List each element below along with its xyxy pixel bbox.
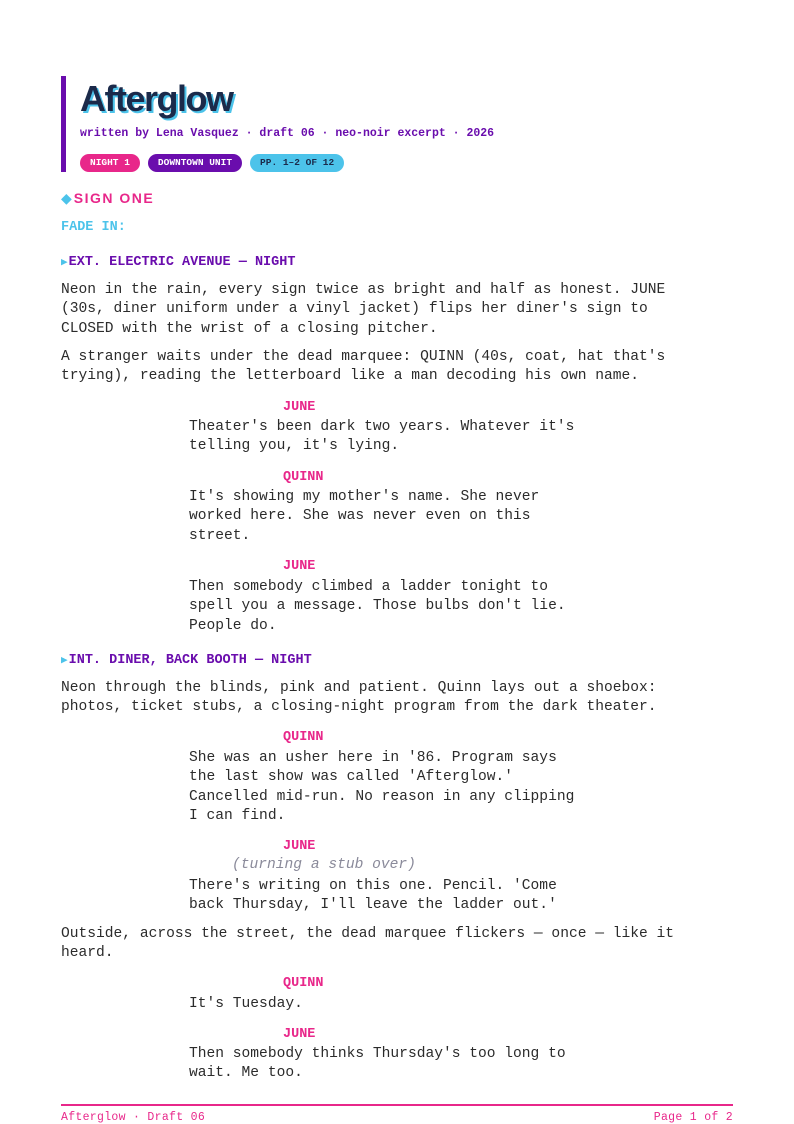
parenthetical: (turning a stub over) bbox=[232, 857, 416, 873]
section-heading bbox=[61, 190, 154, 207]
dialogue-line: It's showing my mother's name. She never worked here. She was never even on this street. bbox=[189, 489, 540, 544]
page-title: Afterglow bbox=[80, 78, 233, 119]
tag-row bbox=[80, 154, 344, 172]
action-line: Neon through the blinds, pink and patient. Quinn lays out a shoebox: photos, ticket stubs, a closing-night program from the dark theater. bbox=[61, 680, 657, 716]
scene-heading-text: INT. DINER, BACK BOOTH — NIGHT bbox=[68, 653, 312, 668]
tag-pages: PP. 1–2 OF 12 bbox=[250, 154, 344, 172]
byline: written by Lena Vasquez · draft 06 · neo-noir excerpt · 2026 bbox=[80, 127, 495, 140]
dialogue-line: It's Tuesday. bbox=[189, 996, 303, 1012]
section-label: SIGN ONE bbox=[73, 190, 155, 206]
character-cue: QUINN bbox=[283, 470, 324, 485]
character-cue: QUINN bbox=[283, 976, 324, 991]
page-number: Page 1 of 2 bbox=[653, 1111, 733, 1124]
tag-unit: DOWNTOWN UNIT bbox=[148, 154, 242, 172]
tag-night: NIGHT 1 bbox=[80, 154, 140, 172]
transition: FADE IN: bbox=[61, 220, 126, 235]
dialogue-line: There's writing on this one. Pencil. 'Come back Thursday, I'll leave the ladder out.' bbox=[189, 878, 557, 914]
play-arrow-icon: ▶ bbox=[61, 257, 68, 269]
title-block bbox=[61, 76, 720, 172]
action-line: Outside, across the street, the dead marquee flickers — once — like it heard. bbox=[61, 926, 675, 962]
character-cue: QUINN bbox=[283, 730, 324, 745]
character-cue: JUNE bbox=[283, 559, 316, 574]
dialogue-line: Then somebody climbed a ladder tonight to spell you a message. Those bulbs don't lie. People do. bbox=[189, 579, 566, 634]
scene-heading-text: EXT. ELECTRIC AVENUE — NIGHT bbox=[68, 255, 296, 270]
footer-divider bbox=[61, 1104, 733, 1106]
scene-heading bbox=[61, 255, 295, 270]
dialogue-line: Theater's been dark two years. Whatever it's telling you, it's lying. bbox=[189, 419, 575, 455]
character-cue: JUNE bbox=[283, 400, 316, 415]
scene-heading bbox=[61, 653, 312, 668]
action-line: Neon in the rain, every sign twice as bright and half as honest. JUNE (30s, diner uniform under a vinyl jacket) flips her diner's sign to CLOSED with the wrist of a closing pitcher. bbox=[61, 282, 666, 337]
footer-title: Afterglow · Draft 06 bbox=[61, 1111, 206, 1124]
dialogue-line: Then somebody thinks Thursday's too long to wait. Me too. bbox=[189, 1046, 566, 1082]
character-cue: JUNE bbox=[283, 1027, 316, 1042]
dialogue-line: She was an usher here in '86. Program says the last show was called 'Afterglow.' Cancelled mid-run. No reason in any clipping I can find. bbox=[189, 750, 575, 824]
diamond-icon: ◆ bbox=[61, 190, 72, 206]
action-line: A stranger waits under the dead marquee: QUINN (40s, coat, hat that's trying), reading the letterboard like a man decoding his own name. bbox=[61, 349, 666, 385]
character-cue: JUNE bbox=[283, 839, 316, 854]
play-arrow-icon: ▶ bbox=[61, 655, 68, 667]
